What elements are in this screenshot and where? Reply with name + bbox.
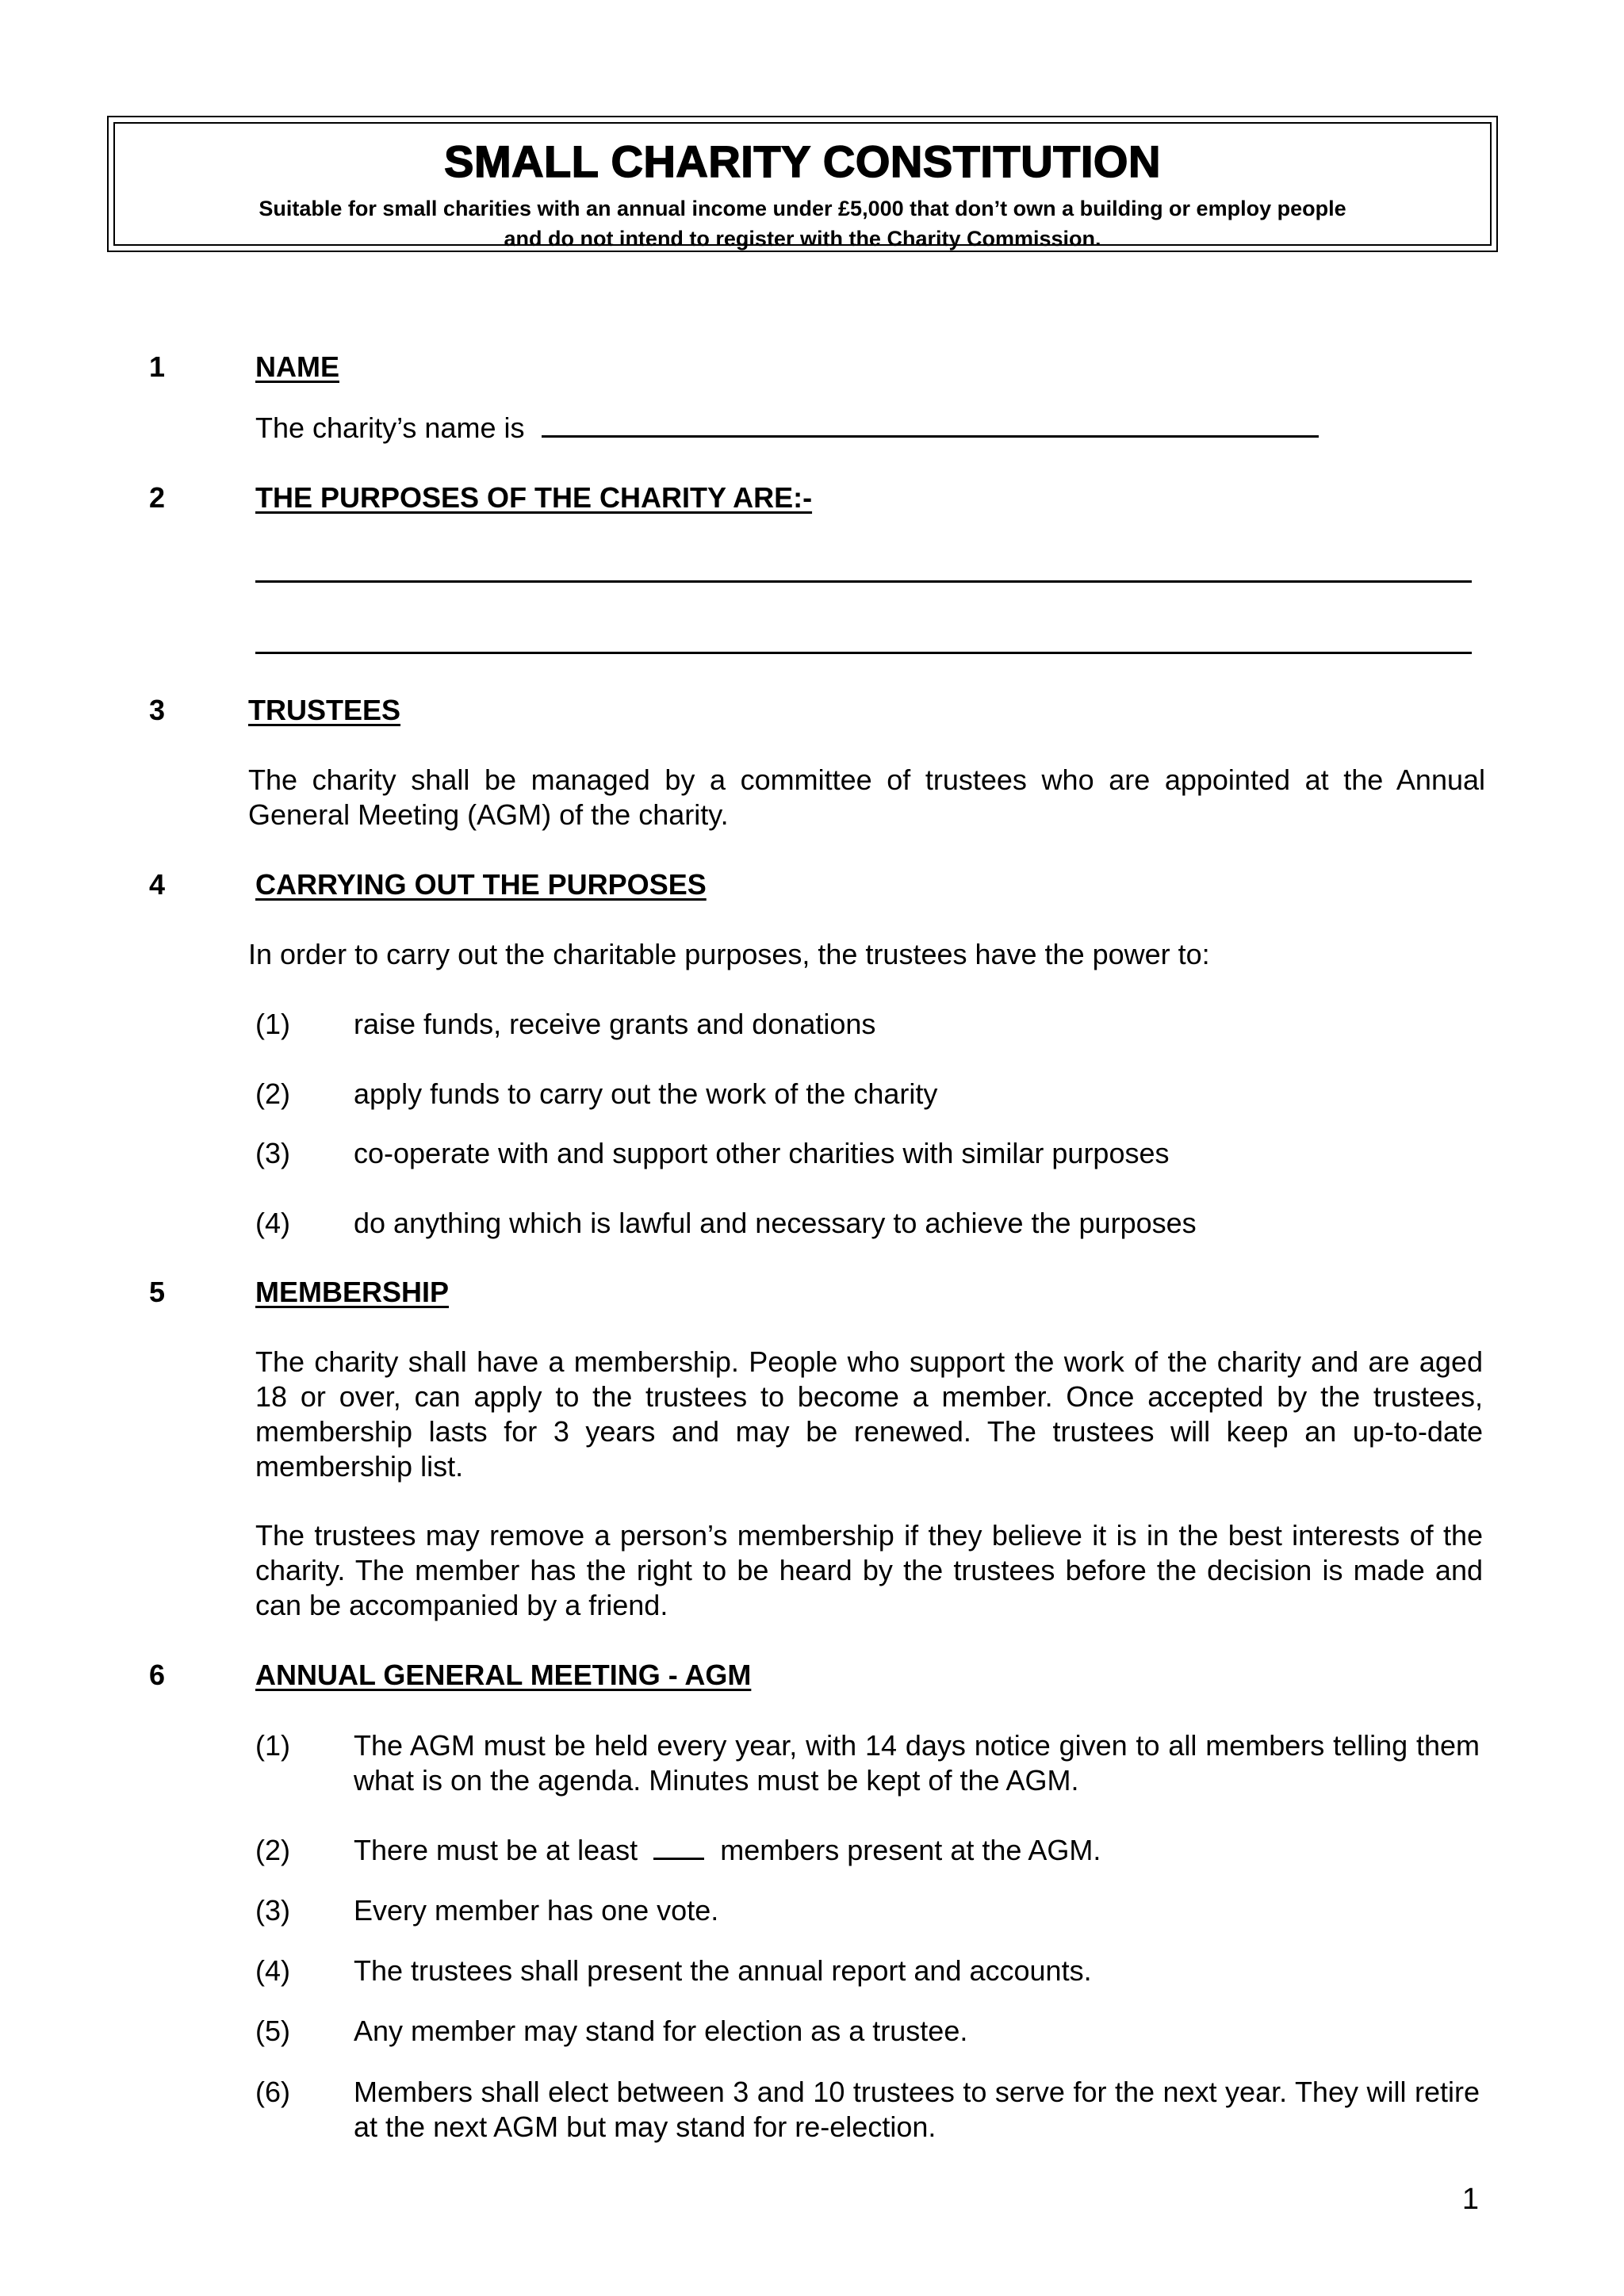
section-3-number: 3 [149, 694, 166, 726]
agm-item-5-text: Any member may stand for election as a trustee. [354, 2015, 968, 2047]
agm-item-5-label: (5) [255, 2015, 290, 2047]
powers-intro: In order to carry out the charitable purposes, the trustees have the power to: [248, 938, 1210, 970]
powers-item-4-label: (4) [255, 1207, 290, 1239]
membership-paragraph-2: The trustees may remove a person’s membership if they believe it is in the best interests of the charity. The member has the right to be heard by the trustees before the decision is made and can be accompanied by a friend. [255, 1519, 1483, 1621]
agm-item-3-label: (3) [255, 1894, 290, 1927]
section-5-number: 5 [149, 1276, 166, 1308]
agm-item-4-label: (4) [255, 1954, 290, 1987]
section-6-number: 6 [149, 1659, 166, 1691]
document-subtitle-line-2: and do not intend to register with the Charity Commission. [504, 227, 1101, 251]
section-2-number: 2 [149, 481, 166, 514]
section-4-heading: CARRYING OUT THE PURPOSES [255, 868, 707, 901]
powers-item-1-text: raise funds, receive grants and donations [354, 1008, 876, 1040]
section-1-number: 1 [149, 350, 166, 383]
powers-item-2-text: apply funds to carry out the work of the charity [354, 1077, 938, 1110]
powers-item-2-label: (2) [255, 1077, 290, 1110]
document-subtitle-line-1: Suitable for small charities with an annual income under £5,000 that don’t own a building or employ people [259, 197, 1346, 220]
document-title: SMALL CHARITY CONSTITUTION [444, 136, 1161, 186]
agm-quorum-text-after: members present at the AGM. [720, 1834, 1101, 1866]
section-1-heading: NAME [255, 350, 339, 383]
agm-item-3-text: Every member has one vote. [354, 1894, 719, 1927]
agm-quorum-blank[interactable] [653, 1834, 704, 1860]
section-3-heading: TRUSTEES [248, 694, 401, 726]
powers-item-4-text: do anything which is lawful and necessary to achieve the purposes [354, 1207, 1197, 1239]
agm-item-4-text: The trustees shall present the annual report and accounts. [354, 1954, 1092, 1987]
section-6-heading: ANNUAL GENERAL MEETING - AGM [255, 1659, 752, 1691]
purposes-blank-line-2[interactable] [255, 652, 1472, 654]
membership-paragraph-1: The charity shall have a membership. People who support the work of the charity and are aged 18 or over, can apply to the trustees to become a member. Once accepted by the trustees, membership lasts for 3 years and may be renewed. The trustees will keep an up-to-date membership list. [255, 1345, 1483, 1483]
name-fill-in-line [255, 411, 1319, 446]
title-box [107, 116, 1498, 252]
agm-quorum-text-before: There must be at least [354, 1834, 638, 1866]
powers-item-3-text: co-operate with and support other charities with similar purposes [354, 1137, 1170, 1169]
name-fill-in-prompt: The charity’s name is [255, 411, 525, 444]
agm-item-2-text [354, 1833, 1101, 1868]
section-2-heading: THE PURPOSES OF THE CHARITY ARE:- [255, 481, 813, 514]
powers-item-3-label: (3) [255, 1137, 290, 1169]
section-4-number: 4 [149, 868, 166, 901]
charity-name-blank[interactable] [542, 411, 1319, 438]
agm-item-1-text: The AGM must be held every year, with 14 days notice given to all members telling them what is on the agenda. Minutes must be kept of the AGM. [354, 1729, 1480, 1797]
agm-item-6-label: (6) [255, 2076, 290, 2108]
agm-item-2-label: (2) [255, 1834, 290, 1866]
page-number: 1 [1461, 2183, 1479, 2216]
agm-item-6-text: Members shall elect between 3 and 10 trustees to serve for the next year. They will retire at the next AGM but may stand for re-election. [354, 2076, 1480, 2143]
agm-item-1-label: (1) [255, 1729, 290, 1762]
powers-item-1-label: (1) [255, 1008, 290, 1040]
purposes-blank-line-1[interactable] [255, 580, 1472, 583]
title-box-inner-border [113, 122, 1492, 251]
trustees-paragraph: The charity shall be managed by a committee of trustees who are appointed at the Annual General Meeting (AGM) of the charity. [248, 763, 1485, 831]
section-5-heading: MEMBERSHIP [255, 1276, 450, 1308]
